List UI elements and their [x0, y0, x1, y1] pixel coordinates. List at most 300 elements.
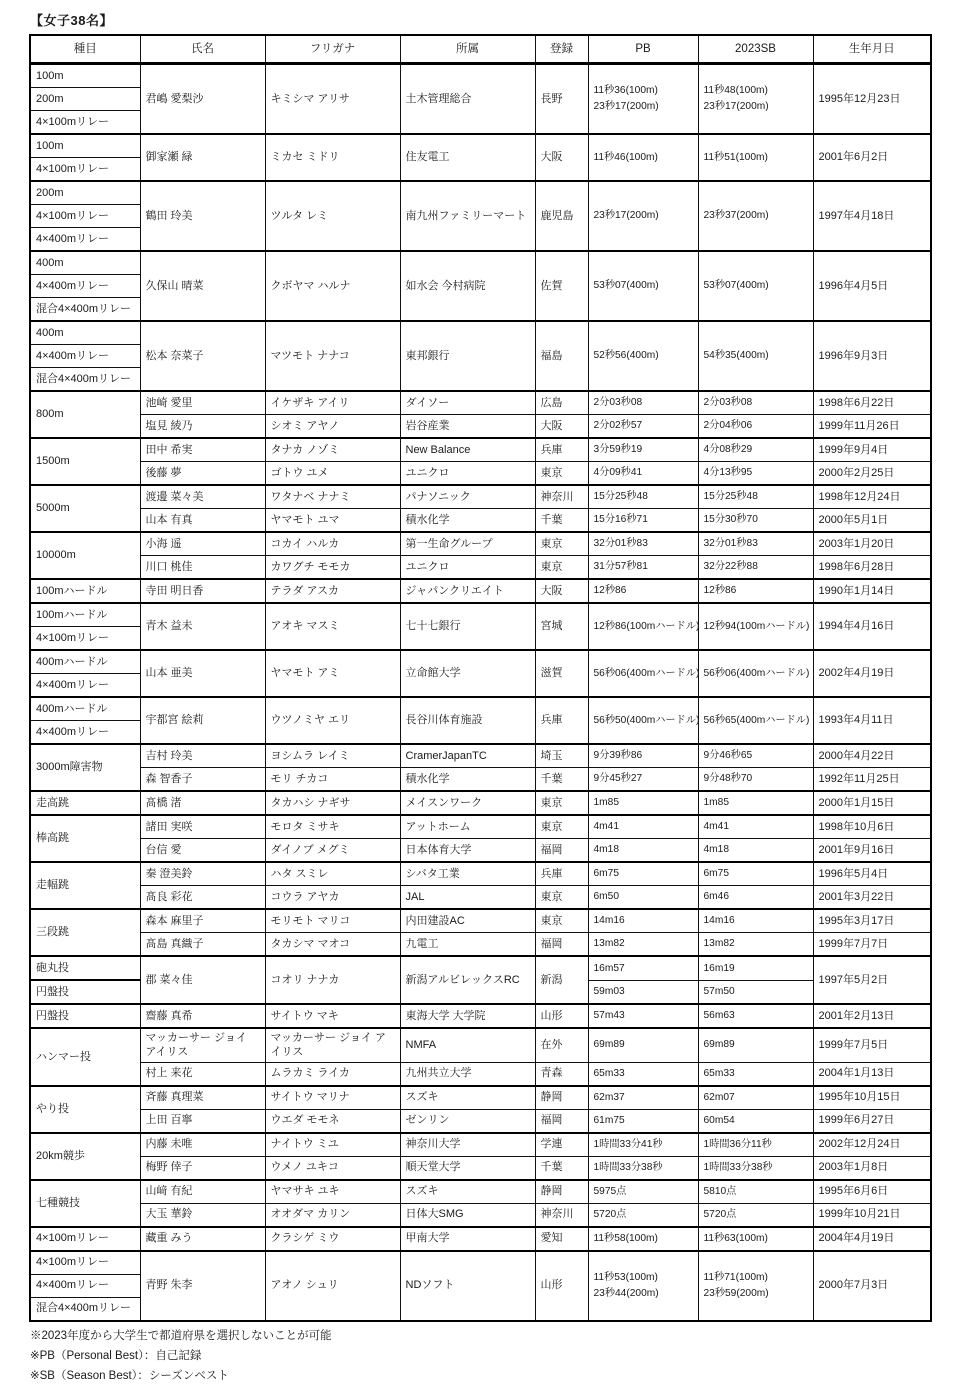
- sb-value-line: 6m75: [703, 868, 729, 880]
- sb-value: [698, 839, 813, 863]
- pb-value: [588, 438, 698, 462]
- event-cell: 七種競技: [30, 1180, 140, 1227]
- athlete-affiliation: 九州共立大学: [400, 1062, 535, 1086]
- athlete-name: 藏重 みう: [140, 1227, 265, 1251]
- athlete-registration: 神奈川: [535, 485, 588, 509]
- athlete-name: 梅野 倖子: [140, 1156, 265, 1180]
- athlete-affiliation: 神奈川大学: [400, 1133, 535, 1157]
- column-header-pb: PB: [588, 35, 698, 64]
- athlete-name: 秦 澄美鈴: [140, 862, 265, 886]
- pb-value: [588, 933, 698, 957]
- birth-date: 1998年12月24日: [813, 485, 931, 509]
- pb-value-line: 12秒86: [593, 585, 627, 597]
- athlete-furigana: タカシマ マオコ: [265, 933, 400, 957]
- pb-value-line: 65m33: [593, 1067, 625, 1079]
- event-cell: ハンマー投: [30, 1028, 140, 1086]
- athlete-registration: 千葉: [535, 1156, 588, 1180]
- birth-date: 1996年4月5日: [813, 251, 931, 321]
- table-row: [30, 485, 931, 509]
- sb-value-line: 23秒59(200m): [703, 1287, 769, 1299]
- pb-value-line: 23秒17(200m): [593, 210, 659, 222]
- athlete-affiliation: スズキ: [400, 1086, 535, 1110]
- athlete-furigana: コオリ ナナカ: [265, 956, 400, 1004]
- pb-value-line: 6m75: [593, 868, 619, 880]
- pb-value: [588, 1251, 698, 1321]
- event-cell: 砲丸投: [30, 956, 140, 980]
- birth-date: 1997年4月18日: [813, 181, 931, 251]
- pb-value: [588, 862, 698, 886]
- pb-value: [588, 603, 698, 650]
- birth-date: 2004年4月19日: [813, 1227, 931, 1251]
- event-cell: 4×100mリレー: [30, 627, 140, 651]
- pb-value: [588, 1180, 698, 1204]
- athlete-furigana: タカハシ ナギサ: [265, 791, 400, 815]
- sb-value: [698, 532, 813, 556]
- sb-value: [698, 1156, 813, 1180]
- table-row: [30, 815, 931, 839]
- event-cell: 円盤投: [30, 980, 140, 1004]
- birth-date: 1999年7月5日: [813, 1028, 931, 1062]
- table-row: [30, 438, 931, 462]
- athlete-affiliation: 如水会 今村病院: [400, 251, 535, 321]
- sb-value-line: 4分08秒29: [703, 444, 753, 456]
- athlete-furigana: ハタ スミレ: [265, 862, 400, 886]
- athlete-furigana: アオノ シュリ: [265, 1251, 400, 1321]
- pb-value-line: 32分01秒83: [593, 538, 648, 550]
- athlete-registration: 千葉: [535, 509, 588, 533]
- pb-value-line: 11秒46(100m): [593, 151, 658, 163]
- pb-value-line: 2分03秒08: [593, 397, 643, 409]
- sb-value: [698, 1004, 813, 1028]
- sb-value-line: 5810点: [703, 1185, 737, 1197]
- table-row: [30, 1004, 931, 1028]
- sb-value: [698, 1086, 813, 1110]
- sb-value: [698, 1251, 813, 1321]
- header-row: [30, 35, 931, 64]
- sb-value-line: 13m82: [703, 938, 735, 950]
- pb-value-line: 3分59秒19: [593, 444, 643, 456]
- sb-value: 16m19: [698, 956, 813, 980]
- pb-value-line: 57m43: [593, 1010, 625, 1022]
- pb-value: [588, 64, 698, 135]
- athlete-furigana: クボヤマ ハルナ: [265, 251, 400, 321]
- athlete-name: 髙良 彩花: [140, 886, 265, 910]
- pb-value-line: 5720点: [593, 1208, 627, 1220]
- event-cell: 400m: [30, 251, 140, 275]
- sb-value-line: 23秒37(200m): [703, 210, 769, 222]
- sb-value-line: 56m63: [703, 1010, 735, 1022]
- athlete-registration: 在外: [535, 1028, 588, 1062]
- pb-value-line: 62m37: [593, 1091, 625, 1103]
- athlete-name: 村上 来花: [140, 1062, 265, 1086]
- athlete-registration: 大阪: [535, 415, 588, 439]
- sb-value-line: 5720点: [703, 1208, 737, 1220]
- athlete-affiliation: 順天堂大学: [400, 1156, 535, 1180]
- athlete-registration: 東京: [535, 909, 588, 933]
- sb-value: [698, 1227, 813, 1251]
- athlete-registration: 愛知: [535, 1227, 588, 1251]
- sb-value: [698, 862, 813, 886]
- athlete-registration: 佐賀: [535, 251, 588, 321]
- footnote: ※SB（Season Best）：シーズンベスト: [30, 1369, 229, 1382]
- athlete-furigana: ヤマモト ユマ: [265, 509, 400, 533]
- pb-value-line: 1時間33分41秒: [593, 1138, 663, 1150]
- athlete-affiliation: 土木管理総合: [400, 64, 535, 135]
- birth-date: 1995年12月23日: [813, 64, 931, 135]
- birth-date: 1994年4月16日: [813, 603, 931, 650]
- athlete-name: 上田 百寧: [140, 1109, 265, 1133]
- event-cell: 混合4×400mリレー: [30, 1297, 140, 1321]
- athlete-registration: 東京: [535, 815, 588, 839]
- athlete-furigana: ムラカミ ライカ: [265, 1062, 400, 1086]
- athlete-registration: 東京: [535, 532, 588, 556]
- athlete-affiliation: 積水化学: [400, 509, 535, 533]
- table-row: [30, 1156, 931, 1180]
- table-row: [30, 697, 931, 721]
- pb-value-line: 11秒36(100m): [593, 85, 658, 97]
- footnotes: [29, 1326, 932, 1386]
- athlete-furigana: ヨシムラ レイミ: [265, 744, 400, 768]
- athlete-name: 大玉 華鈴: [140, 1203, 265, 1227]
- sb-value-line: 54秒35(400m): [703, 350, 769, 362]
- sb-value-line: 62m07: [703, 1091, 735, 1103]
- athlete-name: 久保山 晴菜: [140, 251, 265, 321]
- table-row: [30, 1203, 931, 1227]
- table-row: [30, 532, 931, 556]
- athlete-furigana: ナイトウ ミユ: [265, 1133, 400, 1157]
- event-cell: 4×100mリレー: [30, 205, 140, 228]
- athlete-name: 諸田 実咲: [140, 815, 265, 839]
- athlete-name: 山本 有真: [140, 509, 265, 533]
- athlete-registration: 大阪: [535, 579, 588, 603]
- athlete-furigana: マッカーサー ジョイ アイリス: [265, 1028, 400, 1062]
- athlete-affiliation: JAL: [400, 886, 535, 910]
- birth-date: 2000年5月1日: [813, 509, 931, 533]
- birth-date: 2001年3月22日: [813, 886, 931, 910]
- athlete-furigana: テラダ アスカ: [265, 579, 400, 603]
- birth-date: 1998年6月28日: [813, 556, 931, 580]
- event-cell: 走高跳: [30, 791, 140, 815]
- birth-date: 2003年1月8日: [813, 1156, 931, 1180]
- sb-value: [698, 744, 813, 768]
- athlete-affiliation: 新潟アルビレックスRC: [400, 956, 535, 1004]
- pb-value: [588, 134, 698, 181]
- sb-value: [698, 509, 813, 533]
- sb-value-line: 56秒06(400mハードル): [703, 667, 810, 679]
- athlete-furigana: シオミ アヤノ: [265, 415, 400, 439]
- birth-date: 2004年1月13日: [813, 1062, 931, 1086]
- sb-value: [698, 556, 813, 580]
- athlete-affiliation: アットホーム: [400, 815, 535, 839]
- event-cell: 4×400mリレー: [30, 228, 140, 252]
- athlete-name: 山本 亜美: [140, 650, 265, 697]
- birth-date: 2000年1月15日: [813, 791, 931, 815]
- athlete-name: 田中 希実: [140, 438, 265, 462]
- athlete-name: 塩見 綾乃: [140, 415, 265, 439]
- event-cell: 100mハードル: [30, 603, 140, 627]
- table-row: [30, 650, 931, 674]
- birth-date: 2000年7月3日: [813, 1251, 931, 1321]
- pb-value: [588, 1203, 698, 1227]
- column-header-name: 氏名: [140, 35, 265, 64]
- athlete-affiliation: 立命館大学: [400, 650, 535, 697]
- athlete-registration: 山形: [535, 1004, 588, 1028]
- athlete-furigana: ウメノ ユキコ: [265, 1156, 400, 1180]
- event-cell: 400m: [30, 321, 140, 345]
- pb-value: [588, 181, 698, 251]
- sb-value-line: 4分13秒95: [703, 467, 753, 479]
- athlete-affiliation: シバタ工業: [400, 862, 535, 886]
- sb-value-line: 32分22秒88: [703, 561, 758, 573]
- athlete-name: 森本 麻里子: [140, 909, 265, 933]
- column-header-event: 種目: [30, 35, 140, 64]
- table-row: [30, 391, 931, 415]
- table-row: [30, 251, 931, 275]
- table-body: [30, 64, 931, 1321]
- sb-value-line: 1時間33分38秒: [703, 1161, 773, 1173]
- athlete-affiliation: New Balance: [400, 438, 535, 462]
- event-cell: 100m: [30, 64, 140, 88]
- athlete-affiliation: 七十七銀行: [400, 603, 535, 650]
- table-row: [30, 556, 931, 580]
- sb-value: [698, 391, 813, 415]
- athlete-furigana: コカイ ハルカ: [265, 532, 400, 556]
- athlete-registration: 静岡: [535, 1180, 588, 1204]
- pb-value: [588, 321, 698, 391]
- table-row: [30, 134, 931, 158]
- pb-value: [588, 768, 698, 792]
- table-row: [30, 1028, 931, 1062]
- sb-value-line: 4m41: [703, 821, 729, 833]
- table-row: [30, 1109, 931, 1133]
- pb-value-line: 15分16秒71: [593, 514, 648, 526]
- pb-value: [588, 1028, 698, 1062]
- athlete-furigana: サイトウ マキ: [265, 1004, 400, 1028]
- sb-value-line: 11秒48(100m): [703, 85, 768, 97]
- pb-value: [588, 886, 698, 910]
- pb-value: [588, 1062, 698, 1086]
- pb-value-line: 1時間33分38秒: [593, 1161, 663, 1173]
- pb-value-line: 15分25秒48: [593, 491, 648, 503]
- athlete-name: 斉藤 真理菜: [140, 1086, 265, 1110]
- table-row: [30, 415, 931, 439]
- birth-date: 2001年6月2日: [813, 134, 931, 181]
- pb-value: [588, 744, 698, 768]
- event-cell: 100m: [30, 134, 140, 158]
- sb-value-line: 56秒65(400mハードル): [703, 714, 810, 726]
- athlete-name: 寺田 明日香: [140, 579, 265, 603]
- athlete-furigana: ウツノミヤ エリ: [265, 697, 400, 744]
- pb-value: [588, 650, 698, 697]
- athlete-affiliation: 日体大SMG: [400, 1203, 535, 1227]
- sb-value: [698, 1180, 813, 1204]
- athlete-registration: 東京: [535, 462, 588, 486]
- athlete-name: 松本 奈菜子: [140, 321, 265, 391]
- athlete-affiliation: 長谷川体育施設: [400, 697, 535, 744]
- athlete-affiliation: ゼンリン: [400, 1109, 535, 1133]
- athlete-affiliation: NMFA: [400, 1028, 535, 1062]
- sb-value-line: 60m54: [703, 1114, 735, 1126]
- athlete-affiliation: NDソフト: [400, 1251, 535, 1321]
- athlete-name: 池崎 愛里: [140, 391, 265, 415]
- sb-value-line: 11秒71(100m): [703, 1271, 768, 1283]
- pb-value-line: 9分39秒86: [593, 750, 643, 762]
- athlete-affiliation: 住友電工: [400, 134, 535, 181]
- sb-value: [698, 251, 813, 321]
- athlete-name: 郡 菜々佳: [140, 956, 265, 1004]
- footnote: ※PB（Personal Best）：自己記録: [30, 1349, 202, 1362]
- pb-value: 59m03: [588, 980, 698, 1004]
- athlete-name: 髙島 真織子: [140, 933, 265, 957]
- sb-value: [698, 1062, 813, 1086]
- athlete-affiliation: 第一生命グループ: [400, 532, 535, 556]
- pb-value: [588, 1086, 698, 1110]
- event-cell: 1500m: [30, 438, 140, 485]
- birth-date: 1999年6月27日: [813, 1109, 931, 1133]
- table-row: [30, 862, 931, 886]
- footnote: ※2023年度から大学生で都道府県を選択しないことが可能: [30, 1329, 332, 1342]
- athlete-furigana: ウエダ モモネ: [265, 1109, 400, 1133]
- pb-value: [588, 909, 698, 933]
- pb-value: [588, 485, 698, 509]
- athlete-affiliation: 東海大学 大学院: [400, 1004, 535, 1028]
- birth-date: 2002年4月19日: [813, 650, 931, 697]
- athlete-affiliation: ジャパンクリエイト: [400, 579, 535, 603]
- athlete-furigana: モロタ ミサキ: [265, 815, 400, 839]
- sb-value: [698, 650, 813, 697]
- sb-value: [698, 321, 813, 391]
- table-header: [30, 35, 931, 64]
- athlete-name: 君嶋 愛梨沙: [140, 64, 265, 135]
- athlete-name: 髙橋 渚: [140, 791, 265, 815]
- birth-date: 1993年4月11日: [813, 697, 931, 744]
- birth-date: 1999年7月7日: [813, 933, 931, 957]
- pb-value: [588, 462, 698, 486]
- athlete-registration: 千葉: [535, 768, 588, 792]
- pb-value-line: 2分02秒57: [593, 420, 643, 432]
- sb-value-line: 53秒07(400m): [703, 280, 769, 292]
- pb-value-line: 61m75: [593, 1114, 625, 1126]
- event-cell: 4×100mリレー: [30, 111, 140, 135]
- birth-date: 1996年9月3日: [813, 321, 931, 391]
- pb-value-line: 14m16: [593, 915, 625, 927]
- sb-value-line: 23秒17(200m): [703, 101, 769, 112]
- athlete-registration: 兵庫: [535, 438, 588, 462]
- pb-value: [588, 1156, 698, 1180]
- pb-value: [588, 556, 698, 580]
- birth-date: 1990年1月14日: [813, 579, 931, 603]
- column-header-registration: 登録: [535, 35, 588, 64]
- sb-value-line: 11秒51(100m): [703, 151, 768, 163]
- athlete-affiliation: ユニクロ: [400, 556, 535, 580]
- sb-value-line: 1時間36分11秒: [703, 1138, 772, 1150]
- athlete-registration: 兵庫: [535, 697, 588, 744]
- athlete-name: 御家瀬 緑: [140, 134, 265, 181]
- sb-value: [698, 603, 813, 650]
- sb-value: [698, 1028, 813, 1062]
- event-cell: 10000m: [30, 532, 140, 579]
- birth-date: 1999年11月26日: [813, 415, 931, 439]
- athlete-furigana: ツルタ レミ: [265, 181, 400, 251]
- sb-value-line: 2分04秒06: [703, 420, 753, 432]
- event-cell: やり投: [30, 1086, 140, 1133]
- sb-value: [698, 1203, 813, 1227]
- event-cell: 棒高跳: [30, 815, 140, 862]
- event-cell: 三段跳: [30, 909, 140, 956]
- table-row: [30, 64, 931, 88]
- pb-value: [588, 839, 698, 863]
- table-row: [30, 839, 931, 863]
- athlete-furigana: イケザキ アイリ: [265, 391, 400, 415]
- athlete-furigana: キミシマ アリサ: [265, 64, 400, 135]
- sb-value-line: 11秒63(100m): [703, 1232, 768, 1244]
- pb-value: [588, 791, 698, 815]
- athlete-registration: 福岡: [535, 1109, 588, 1133]
- pb-value: [588, 391, 698, 415]
- event-cell: 100mハードル: [30, 579, 140, 603]
- event-cell: 200m: [30, 181, 140, 205]
- pb-value-line: 4m18: [593, 844, 619, 856]
- page-title: 【女子38名】: [30, 13, 113, 28]
- athlete-affiliation: 南九州ファミリーマート: [400, 181, 535, 251]
- athlete-furigana: アオキ マスミ: [265, 603, 400, 650]
- birth-date: 1998年6月22日: [813, 391, 931, 415]
- event-cell: 混合4×400mリレー: [30, 298, 140, 322]
- athlete-affiliation: メイスンワーク: [400, 791, 535, 815]
- athlete-registration: 学連: [535, 1133, 588, 1157]
- table-row: [30, 1062, 931, 1086]
- column-header-birthdate: 生年月日: [813, 35, 931, 64]
- column-header-affiliation: 所属: [400, 35, 535, 64]
- pb-value-line: 56秒06(400mハードル): [593, 667, 700, 679]
- event-cell: 5000m: [30, 485, 140, 532]
- pb-value-line: 11秒58(100m): [593, 1232, 658, 1244]
- sb-value-line: 9分46秒65: [703, 750, 753, 762]
- athlete-registration: 山形: [535, 1251, 588, 1321]
- pb-value: [588, 697, 698, 744]
- pb-value: [588, 1004, 698, 1028]
- athletes-roster-table: [29, 34, 932, 1322]
- birth-date: 1998年10月6日: [813, 815, 931, 839]
- table-row: [30, 791, 931, 815]
- athlete-name: 吉村 玲美: [140, 744, 265, 768]
- athlete-furigana: オオダマ カリン: [265, 1203, 400, 1227]
- event-cell: 4×100mリレー: [30, 1251, 140, 1275]
- sb-value-line: 69m89: [703, 1039, 735, 1051]
- sb-value: [698, 791, 813, 815]
- athlete-affiliation: 日本体育大学: [400, 839, 535, 863]
- table-row: [30, 768, 931, 792]
- athlete-registration: 福岡: [535, 933, 588, 957]
- column-header-furigana: フリガナ: [265, 35, 400, 64]
- table-row: [30, 1133, 931, 1157]
- athlete-registration: 福島: [535, 321, 588, 391]
- athlete-furigana: ミカセ ミドリ: [265, 134, 400, 181]
- event-cell: 円盤投: [30, 1004, 140, 1028]
- pb-value-line: 6m50: [593, 891, 619, 903]
- event-cell: 4×100mリレー: [30, 158, 140, 182]
- athlete-affiliation: ダイソー: [400, 391, 535, 415]
- event-cell: 800m: [30, 391, 140, 438]
- pb-value-line: 4m41: [593, 821, 619, 833]
- sb-value-line: 14m16: [703, 915, 735, 927]
- athlete-name: 山﨑 有紀: [140, 1180, 265, 1204]
- sb-value-line: 6m46: [703, 891, 729, 903]
- table-row: [30, 909, 931, 933]
- athlete-registration: 長野: [535, 64, 588, 135]
- pb-value-line: 69m89: [593, 1039, 625, 1051]
- birth-date: 2000年2月25日: [813, 462, 931, 486]
